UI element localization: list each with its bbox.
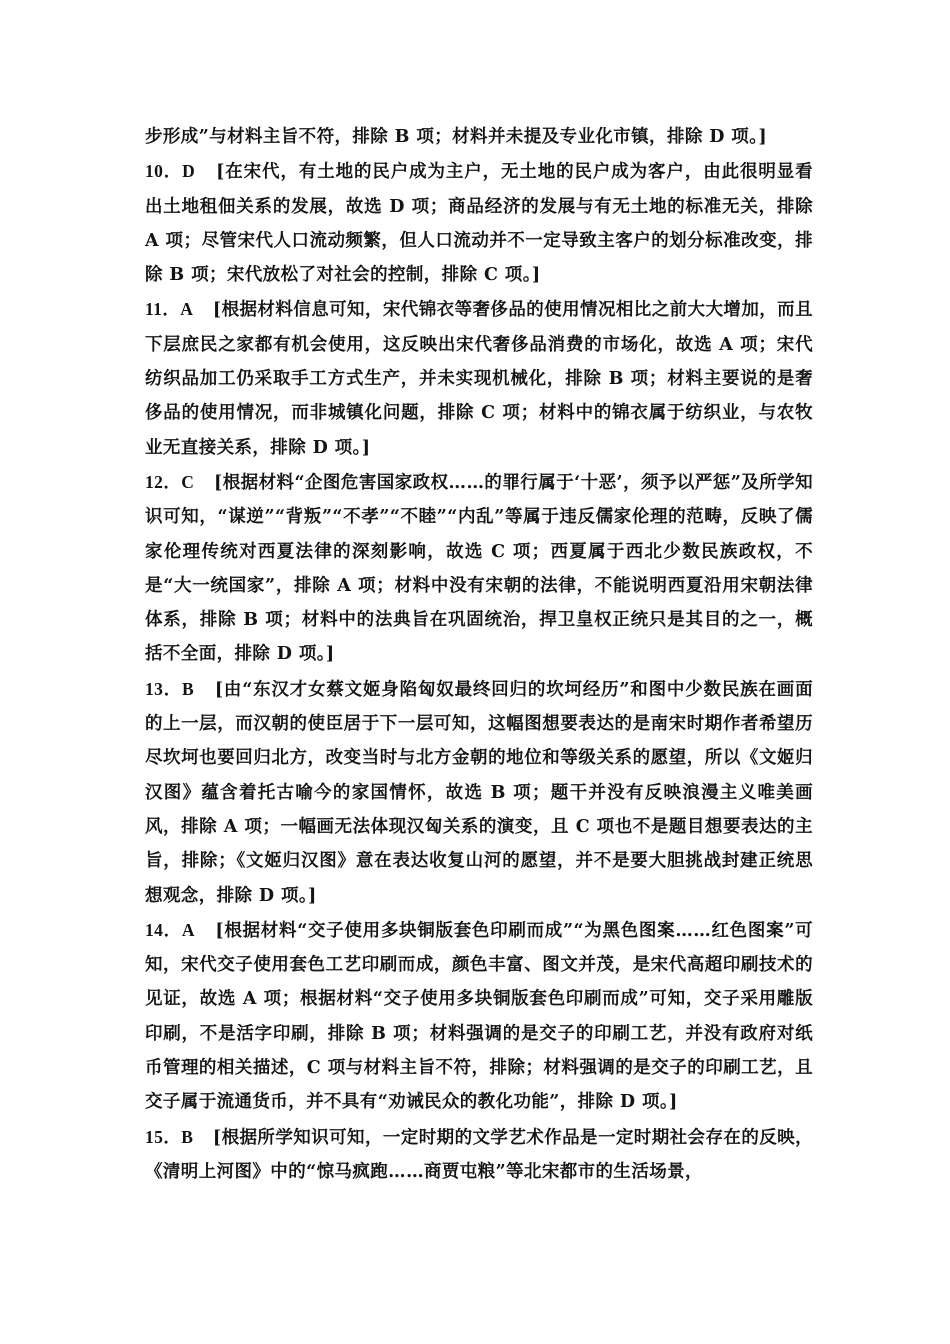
answer-item-10: [145, 154, 813, 292]
question-number: 12．: [145, 471, 182, 492]
answer-letter: B: [181, 1126, 194, 1147]
answer-letter: D: [182, 161, 196, 182]
answer-item-12: [145, 465, 813, 672]
explanation-text: [根据所学知识可知，一定时期的文学艺术作品是一定时期社会存在的反映，《清明上河图》中的“惊马疯跑……商贾屯粮”等北宋都市的生活场景，: [145, 1127, 813, 1182]
answer-item-11: [145, 292, 813, 464]
explanation-text: [由“东汉才女蔡文姬身陷匈奴最终回归的坎坷经历”和图中少数民族在画面的上一层，而汉朝的使臣居于下一层可知，这幅图想要表达的是南宋时期作者希望历尽坎坷也要回归北方，改变当时与北方金朝的地位和等级关系的愿望，所以《文姬归汉图》蕴含着托古喻今的家国情怀，故选 B 项；题干并没有反映浪漫主义唯美画风，排除 A 项；一幅画无法体现汉匈关系的演变，且 C 项也不是题目想要表达的主旨，排除；《文姬归汉图》意在表达收复山河的愿望，并不是要大胆挑战封建正统思想观念，排除 D 项。]: [145, 679, 813, 906]
paragraph-text: 步形成”与材料主旨不符，排除 B 项；材料并未提及专业化市镇，排除 D 项。]: [145, 127, 768, 147]
explanation-text: [根据材料信息可知，宋代锦衣等奢侈品的使用情况相比之前大大增加，而且下层庶民之家都有机会使用，这反映出宋代奢侈品消费的市场化，故选 A 项；宋代纺织品加工仍采取手工方式生产，并未实现机械化，排除 B 项；材料主要说的是奢侈品的使用情况，而非城镇化问题，排除 C 项；材料中的锦衣属于纺织业，与农牧业无直接关系，排除 D 项。]: [145, 300, 813, 458]
answer-letter: B: [182, 678, 195, 699]
question-number: 10．: [145, 161, 183, 182]
explanation-text: [在宋代，有土地的民户成为主户，无土地的民户成为客户，由此很明显看出土地租佃关系的发展，故选 D 项；商品经济的发展与有无土地的标准无关，排除 A 项；尽管宋代人口流动频繁，但人口流动并不一定导致主客户的划分标准改变，排除 B 项；宋代放松了对社会的控制，排除 C 项。]: [145, 162, 813, 286]
question-number: 13．: [145, 678, 183, 699]
explanation-text: [根据材料“企图危害国家政权……的罪行属于‘十恶’，须予以严惩”及所学知识可知，“谋逆”“背叛”“不孝”“不睦”“内乱”等属于违反儒家伦理的范畴，反映了儒家伦理传统对西夏法律的深刻影响，故选 C 项；西夏属于西北少数民族政权，不是“大一统国家”，排除 A 项；材料中没有宋朝的法律，不能说明西夏沿用宋朝法律体系，排除 B 项；材料中的法典旨在巩固统治，捍卫皇权正统只是其目的之一，概括不全面，排除 D 项。]: [145, 472, 814, 665]
question-number: 11．: [145, 299, 181, 320]
paragraph-continuation: [145, 120, 813, 154]
explanation-text: [根据材料“交子使用多块铜版套色印刷而成”“为黑色图案……红色图案”可知，宋代交子使用套色工艺印刷而成，颜色丰富、图文并茂，是宋代高超印刷技术的见证，故选 A 项；根据材料“交子使用多块铜版套色印刷而成”可知，交子采用雕版印刷，不是活字印刷，排除 B 项；材料强调的是交子的印刷工艺，并没有政府对纸币管理的相关描述，C 项与材料主旨不符，排除；材料强调的是交子的印刷工艺，且交子属于流通货币，并不具有“劝诫民众的教化功能”，排除 D 项。]: [145, 920, 814, 1113]
answer-item-15: [145, 1120, 813, 1190]
question-number: 14．: [145, 919, 182, 940]
answer-item-14: [145, 913, 813, 1120]
question-number: 15．: [145, 1126, 182, 1147]
answer-explanations: [145, 120, 813, 1189]
answer-letter: C: [181, 471, 195, 492]
answer-item-13: [145, 672, 813, 913]
answer-letter: A: [180, 299, 194, 320]
answer-letter: A: [181, 919, 195, 940]
